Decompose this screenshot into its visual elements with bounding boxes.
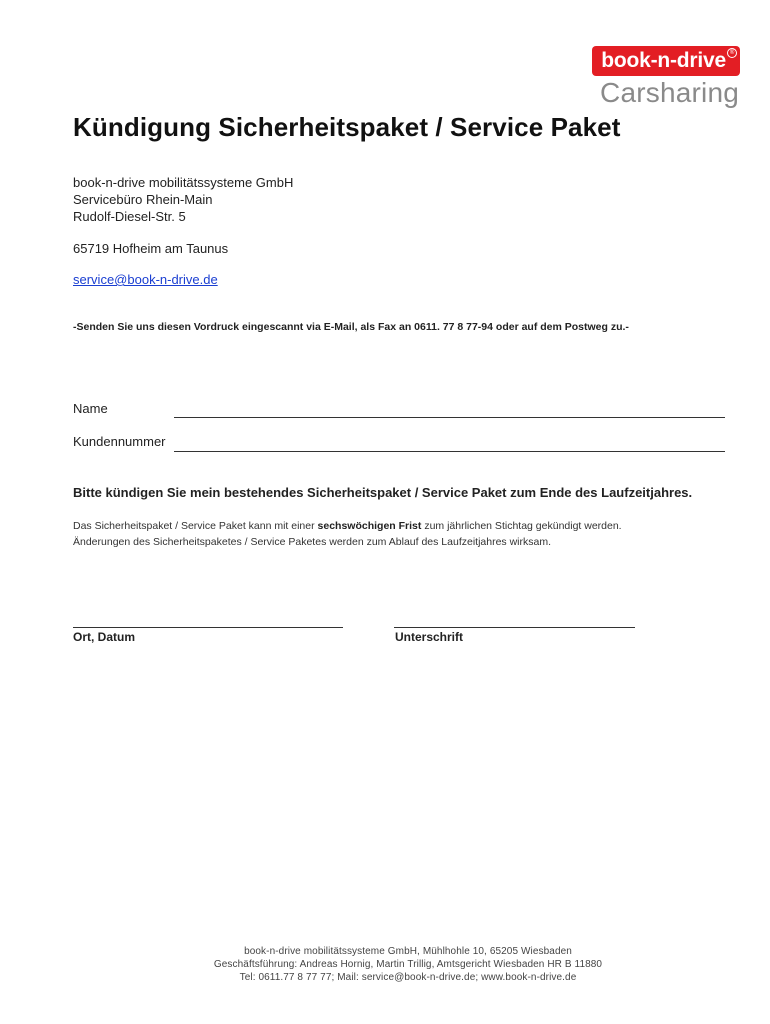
info-line-1: Das Sicherheitspaket / Service Paket kann mit einer sechswöchigen Frist zum jährlichen Stichtag gekündigt werden. [73,520,622,532]
signature-label: Unterschrift [395,630,464,644]
page-title: Kündigung Sicherheitspaket / Service Paket [73,112,621,142]
address-office: Servicebüro Rhein-Main [73,192,213,207]
logo-subtitle: Carsharing [600,77,739,108]
customer-number-label: Kundennummer [73,434,166,449]
footer-line-2: Geschäftsführung: Andreas Hornig, Martin Trillig, Amtsgericht Wiesbaden HR B 11880 [213,959,603,970]
logo-brand-text: book-n-drive [601,49,726,72]
cancellation-info [73,518,622,550]
footer [0,945,770,984]
name-field[interactable] [174,416,725,418]
address-street: Rudolf-Diesel-Str. 5 [73,209,186,224]
info-line-2: Änderungen des Sicherheitspaketes / Service Paketes werden zum Ablauf des Laufzeitjahres wirksam. [73,536,552,548]
notice-period: sechswöchigen Frist [317,520,422,532]
name-label: Name [73,401,108,416]
logo-brand-box [592,46,740,76]
recipient-address [73,174,293,257]
signature-field[interactable] [394,626,635,628]
footer-line-3: Tel: 0611.77 8 77 77; Mail: service@book-n-drive.de; www.book-n-drive.de [239,972,577,983]
registered-mark-icon: ® [727,48,737,58]
address-city: 65719 Hofheim am Taunus [73,241,229,256]
submission-note: -Senden Sie uns diesen Vordruck eingescannt via E-Mail, als Fax an 0611. 77 8 77-94 oder auf dem Postweg zu.- [73,321,629,333]
customer-number-field[interactable] [174,450,725,452]
cancellation-request: Bitte kündigen Sie mein bestehendes Sicherheitspaket / Service Paket zum Ende des Laufzeitjahres. [73,485,693,500]
place-date-label: Ort, Datum [73,630,136,644]
address-company: book-n-drive mobilitätssysteme GmbH [73,175,294,190]
service-email-link[interactable]: service@book-n-drive.de [73,272,218,287]
book-n-drive-logo [572,46,740,107]
footer-line-1: book-n-drive mobilitätssysteme GmbH, Mühlhohle 10, 65205 Wiesbaden [244,946,572,957]
place-date-field[interactable] [73,626,343,628]
